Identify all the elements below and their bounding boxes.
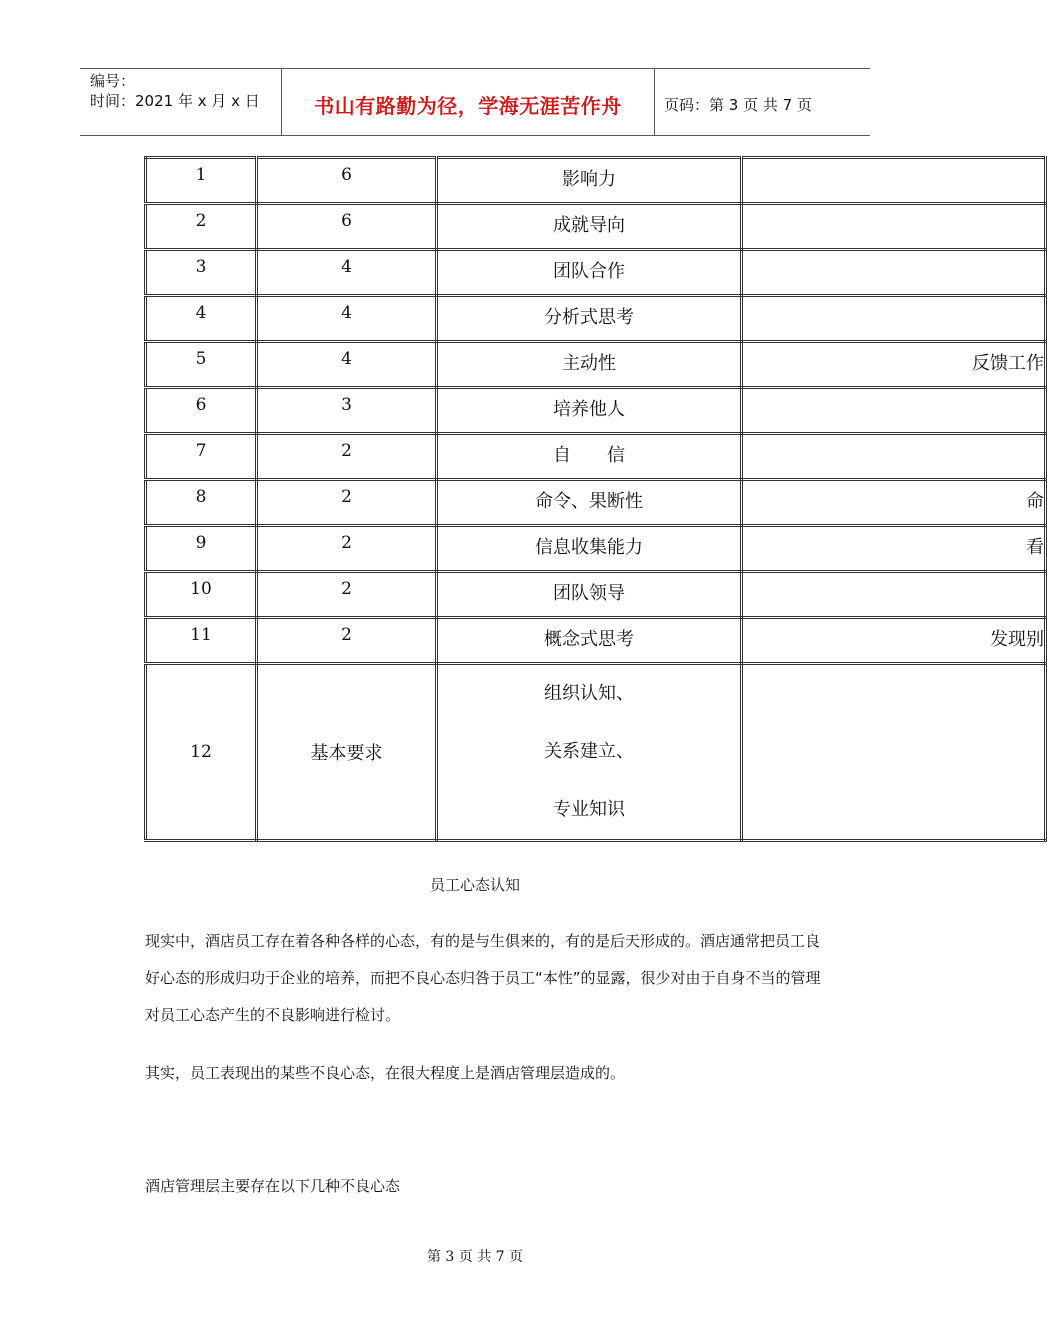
row-level-cell: 2 — [257, 526, 437, 572]
header-motto: 书山有路勤为径，学海无涯苦作舟 — [314, 94, 622, 118]
table-row — [146, 664, 1046, 841]
row-level-cell: 6 — [257, 204, 437, 250]
table-row — [146, 434, 1046, 480]
row-description-cell: 看 — [742, 526, 1046, 572]
row-index-cell: 1 — [146, 158, 257, 204]
row-competency-cell: 信息收集能力 — [437, 526, 742, 572]
table-row — [146, 250, 1046, 296]
document-number-label: 编号： — [90, 72, 136, 90]
row-competency-cell: 团队领导 — [437, 572, 742, 618]
document-time-label: 时间：2021 年 x 月 x 日 — [90, 92, 260, 110]
row-competency-cell: 培养他人 — [437, 388, 742, 434]
row-level-cell: 4 — [257, 342, 437, 388]
table-row — [146, 388, 1046, 434]
row-competency-cell: 自 信 — [437, 434, 742, 480]
paragraph-3: 酒店管理层主要存在以下几种不良心态 — [145, 1177, 401, 1195]
row-index-cell: 10 — [146, 572, 257, 618]
page-footer: 第 3 页 共 7 页 — [426, 1249, 524, 1265]
row-description-cell: 命 — [742, 480, 1046, 526]
section-title: 员工心态认知 — [429, 876, 520, 894]
paragraph-1: 现实中，酒店员工存在着各种各样的心态，有的是与生俱来的，有的是后天形成的。酒店通常把员工良好心态的形成归功于企业的培养，而把不良心态归咎于员工“本性”的显露，很少对由于自身不当的管理对员工心态产生的不良影响进行检讨。 — [145, 932, 821, 1024]
table-row — [146, 480, 1046, 526]
table-row — [146, 572, 1046, 618]
row-index-cell: 9 — [146, 526, 257, 572]
row-level-cell: 2 — [257, 434, 437, 480]
row-index-cell: 7 — [146, 434, 257, 480]
row-description-cell — [742, 296, 1046, 342]
header-divider-right — [654, 69, 655, 136]
row-level-cell: 4 — [257, 250, 437, 296]
row-description-cell — [742, 158, 1046, 204]
row-competency-cell: 分析式思考 — [437, 296, 742, 342]
table-row — [146, 526, 1046, 572]
row-index-cell: 2 — [146, 204, 257, 250]
row-description-cell — [742, 434, 1046, 480]
table-row — [146, 204, 1046, 250]
paragraph-2: 其实，员工表现出的某些不良心态，在很大程度上是酒店管理层造成的。 — [145, 1064, 626, 1082]
row-index-cell: 4 — [146, 296, 257, 342]
row-competency-cell: 概念式思考 — [437, 618, 742, 664]
table-row — [146, 296, 1046, 342]
row-competency-cell — [437, 664, 742, 841]
row-description-cell — [742, 388, 1046, 434]
header-bottom-rule — [80, 135, 870, 136]
row-index-cell: 11 — [146, 618, 257, 664]
table-row — [146, 342, 1046, 388]
row-competency-cell: 影响力 — [437, 158, 742, 204]
row-description-cell: 发现别 — [742, 618, 1046, 664]
header-meta — [90, 71, 260, 111]
row-level-cell: 2 — [257, 618, 437, 664]
row-level-cell: 基本要求 — [257, 664, 437, 841]
row-level-cell: 4 — [257, 296, 437, 342]
row-description-cell — [742, 664, 1046, 841]
row-index-cell: 3 — [146, 250, 257, 296]
row-competency-cell: 团队合作 — [437, 250, 742, 296]
competency-table-container — [144, 156, 1044, 820]
row-description-cell: 反馈工作 — [742, 342, 1046, 388]
row-level-cell: 2 — [257, 572, 437, 618]
row-description-cell — [742, 204, 1046, 250]
table-row — [146, 618, 1046, 664]
competency-line: 专业知识 — [553, 799, 625, 820]
header-top-rule — [80, 68, 870, 69]
row-competency-cell: 命令、果断性 — [437, 480, 742, 526]
row-description-cell — [742, 572, 1046, 618]
row-index-cell: 6 — [146, 388, 257, 434]
row-competency-cell: 成就导向 — [437, 204, 742, 250]
row-competency-cell: 主动性 — [437, 342, 742, 388]
competency-line: 组织认知、 — [544, 683, 634, 704]
competency-line: 关系建立、 — [544, 741, 634, 762]
row-index-cell: 5 — [146, 342, 257, 388]
row-level-cell: 3 — [257, 388, 437, 434]
table-row — [146, 158, 1046, 204]
row-level-cell: 2 — [257, 480, 437, 526]
row-description-cell — [742, 250, 1046, 296]
row-index-cell: 12 — [146, 664, 257, 841]
header-page-number: 页码：第 3 页 共 7 页 — [664, 96, 812, 114]
row-level-cell: 6 — [257, 158, 437, 204]
row-index-cell: 8 — [146, 480, 257, 526]
competency-table — [144, 156, 1047, 842]
